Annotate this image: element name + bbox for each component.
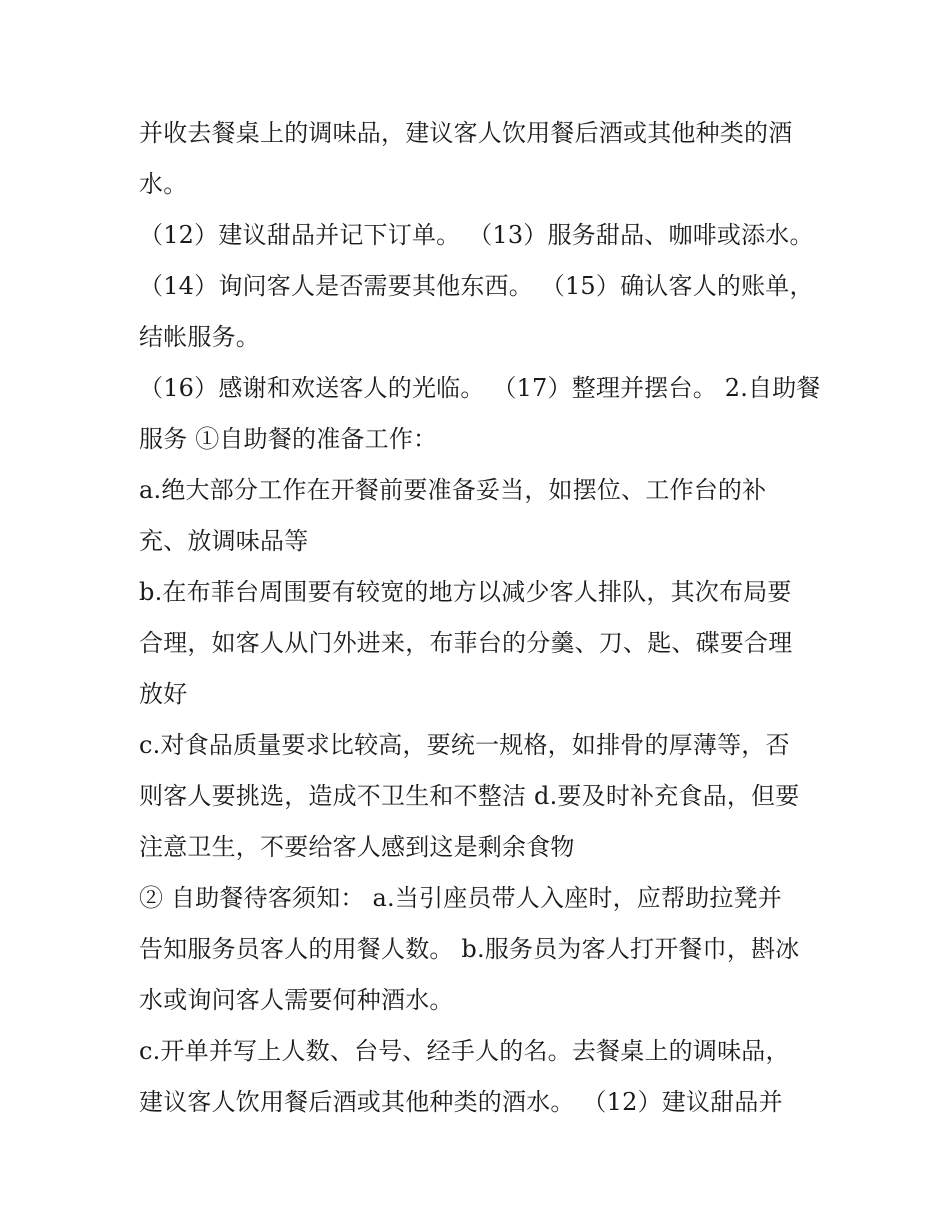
text-line: c.对食品质量要求比较高，要统一规格，如排骨的厚薄等，否 xyxy=(139,731,790,759)
text-line: 水。 xyxy=(139,170,188,198)
text-line: 放好 xyxy=(139,680,188,708)
text-line: 水或询问客人需要何种酒水。 xyxy=(139,986,454,1014)
text-line: 告知服务员客人的用餐人数。 b.服务员为客人打开餐巾，斟冰 xyxy=(139,935,800,963)
text-line: （12）建议甜品并记下订单。 （13）服务甜品、咖啡或添水。 xyxy=(139,221,814,249)
text-line: （16）感谢和欢送客人的光临。 （17）整理并摆台。 2.自助餐 xyxy=(139,374,821,402)
text-line: 结帐服务。 xyxy=(139,323,260,351)
text-line: ② 自助餐待客须知： a.当引座员带人入座时，应帮助拉凳并 xyxy=(139,884,782,912)
text-line: 合理，如客人从门外进来，布菲台的分羹、刀、匙、碟要合理 xyxy=(139,629,793,657)
text-line: c.开单并写上人数、台号、经手人的名。去餐桌上的调味品， xyxy=(139,1037,790,1065)
text-line: 建议客人饮用餐后酒或其他种类的酒水。 （12）建议甜品并 xyxy=(139,1088,783,1116)
text-line: 注意卫生，不要给客人感到这是剩余食物 xyxy=(139,833,575,861)
text-line: 服务 ①自助餐的准备工作： xyxy=(139,425,438,453)
text-line: 充、放调味品等 xyxy=(139,527,309,555)
text-line: 并收去餐桌上的调味品，建议客人饮用餐后酒或其他种类的酒 xyxy=(139,119,793,147)
document-body xyxy=(139,108,839,1128)
text-line: （14）询问客人是否需要其他东西。 （15）确认客人的账单， xyxy=(139,272,814,300)
text-line: b.在布菲台周围要有较宽的地方以减少客人排队，其次布局要 xyxy=(139,578,792,606)
text-line: 则客人要挑选，造成不卫生和不整洁 d.要及时补充食品，但要 xyxy=(139,782,800,810)
text-line: a.绝大部分工作在开餐前要准备妥当，如摆位、工作台的补 xyxy=(139,476,767,504)
